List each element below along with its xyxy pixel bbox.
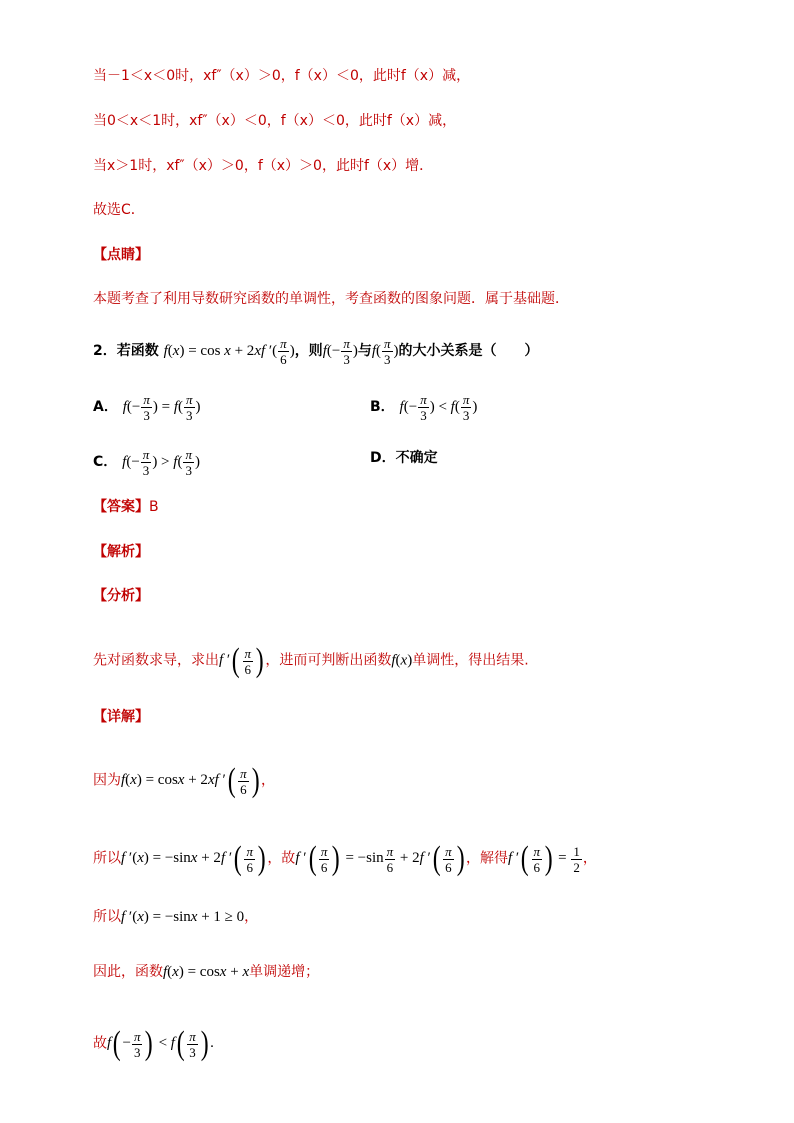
answer-value: B [149, 499, 159, 515]
question-and: 与 [357, 342, 372, 359]
dianjing-heading: 【点睛】 [93, 247, 149, 263]
detail-line-3: 所以f ′(x) = −sinx + 1 ≥ 0， [93, 909, 259, 925]
jiexi-heading: 【解析】 [93, 544, 149, 560]
option-d-text: 不确定 [395, 450, 438, 466]
option-a[interactable]: A． f(− $\frac{\pi}{3}$ ) = f( $\frac{\pi}{3}$ ) [93, 392, 201, 423]
choice-line: 故选C． [93, 202, 145, 218]
answer-line [93, 497, 159, 517]
fenxi-heading: 【分析】 [93, 588, 149, 604]
question-mid: ，则 [294, 342, 323, 359]
option-c[interactable]: C． f(− $\frac{\pi}{3}$ ) > f( $\frac{\pi}{3}$ ) [93, 447, 200, 478]
xiangjie-heading: 【详解】 [93, 709, 149, 725]
detail-line-1: 因为f(x) = cosx + 2xf ′( $\frac{\pi}{6}$ ) ， [93, 762, 275, 799]
question-function: f(x) = cos x + 2xf ′( $\frac{\pi}{6}$ ) [163, 336, 295, 367]
derivation-line-3: 当x＞1时，xf″（x）＞0，f（x）＞0，此时f（x）增． [93, 158, 434, 174]
detail-line-2: 所以f ′(x) = −sinx + 2f ′( $\frac{\pi}{6}$ ) ，故f ′( $\frac{\pi}{6}$ ) = −sin $\frac{\pi}{6}$ + 2f ′( $\frac{\pi}{6}$ ) ，解得f ′( $\frac{\pi}{6}$ ) = $\frac{1}{2}$ ， [93, 840, 597, 877]
detail-line-5: 故f( − $\frac{\pi}{3}$ ) < f( $\frac{\pi}{3}$ ) . [93, 1025, 214, 1062]
option-d-label: D． [370, 450, 396, 466]
option-a-label: A． [93, 398, 118, 415]
question-prefix: 若函数 [116, 342, 159, 359]
option-d[interactable] [370, 448, 438, 468]
question-suffix: 的大小关系是（ ） [398, 342, 539, 359]
derivation-line-2: 当0＜x＜1时，xf″（x）＜0，f（x）＜0，此时f（x）减， [93, 113, 457, 129]
option-b-label: B． [370, 398, 395, 415]
derivation-line-1: 当－1＜x＜0时，xf″（x）＞0，f（x）＜0，此时f（x）减， [93, 68, 471, 84]
option-b[interactable]: B． f(− $\frac{\pi}{3}$ ) < f( $\frac{\pi}{3}$ ) [370, 392, 478, 423]
question-number: 2． [93, 342, 117, 359]
detail-line-4: 因此，函数f(x) = cosx + x单调递增； [93, 964, 320, 980]
answer-label: 【答案】 [93, 499, 149, 515]
option-c-label: C． [93, 453, 118, 470]
analysis-line: 先对函数求导，求出f ′( $\frac{\pi}{6}$ ) ，进而可判断出函数f(x)单调性，得出结果. [93, 642, 529, 679]
dianjing-text: 本题考查了利用导数研究函数的单调性，考查函数的图象问题．属于基础题． [93, 291, 569, 307]
question-2: 2．若函数 f(x) = cos x + 2xf ′( $\frac{\pi}{6}$ )，则f(− $\frac{\pi}{3}$ )与f( $\frac{\pi}{3}$ )的大小关系是（ ） [93, 336, 539, 367]
